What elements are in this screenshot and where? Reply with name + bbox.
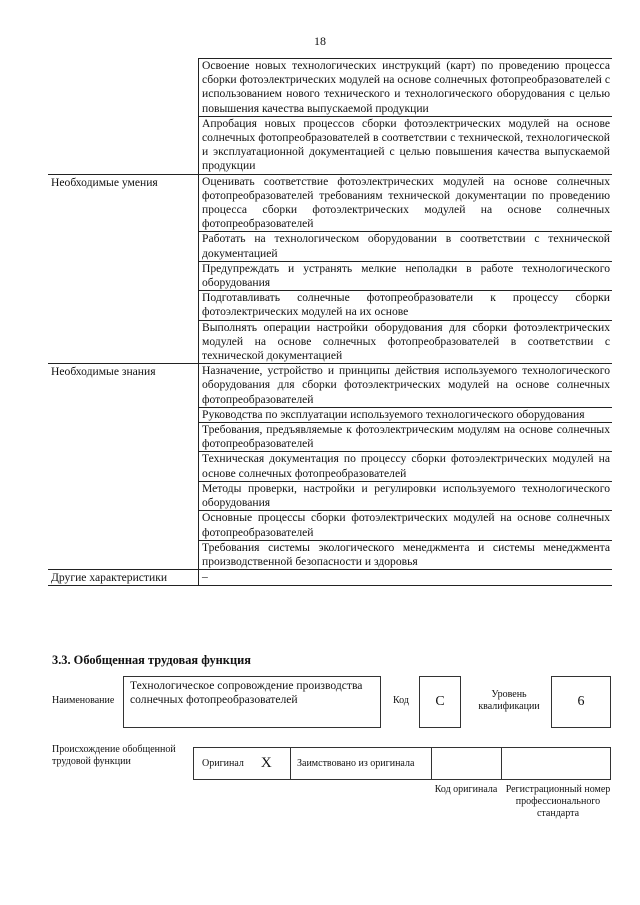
- table-cell: Основные процессы сборки фотоэлектрических модулей на основе солнечных фотопреобразователей: [199, 511, 613, 540]
- table-row: [48, 116, 612, 174]
- original-label: Оригинал: [202, 758, 244, 769]
- section-title: 3.3. Обобщенная трудовая функция: [52, 653, 251, 667]
- borrowed-cell: [291, 748, 432, 779]
- table-cell: Выполнять операции настройки оборудования для сборки фотоэлектрических модулей на основе солнечных фотопреобразователей в соответствии с технической документацией: [199, 320, 613, 364]
- borrowed-label: Заимствовано из оригинала: [297, 758, 415, 769]
- original-code-caption: Код оригинала: [434, 784, 498, 795]
- registration-number-caption: Регистрационный номер профессионального стандарта: [505, 784, 611, 819]
- other-value: –: [199, 570, 613, 586]
- function-name-box: Технологическое сопровождение производства солнечных фотопреобразователей: [123, 676, 381, 728]
- level-label: Уровень квалификации: [478, 689, 540, 712]
- table-cell: Техническая документация по процессу сборки фотоэлектрических модулей на основе солнечных фотопреобразователей: [199, 452, 613, 481]
- original-mark: X: [260, 755, 272, 771]
- table-cell: Подготавливать солнечные фотопреобразователи к процессу сборки фотоэлектрических модулей на их основе: [199, 291, 613, 320]
- table-cell: Предупреждать и устранять мелкие неполадки в работе технологического оборудования: [199, 261, 613, 290]
- knowledge-label: Необходимые знания: [48, 364, 199, 570]
- table-cell: Требования, предъявляемые к фотоэлектрическим модулям на основе солнечных фотопреобразователей: [199, 423, 613, 452]
- skills-label: Необходимые умения: [48, 174, 199, 364]
- table-cell: Назначение, устройство и принципы действия используемого технологического оборудования для сборки фотоэлектрических модулей на основе солнечных фотопреобразователей: [199, 364, 613, 408]
- original-code-cell: [432, 748, 502, 779]
- table-cell: Методы проверки, настройки и регулировки используемого технологического оборудования: [199, 481, 613, 510]
- name-label: Наименование: [52, 695, 115, 706]
- other-label: Другие характеристики: [48, 570, 199, 586]
- table-row: [48, 59, 612, 117]
- table-cell: Работать на технологическом оборудовании в соответствии с технической документацией: [199, 232, 613, 261]
- origin-label: Происхождение обобщенной трудовой функции: [52, 744, 176, 767]
- competency-table: [48, 58, 612, 586]
- table-cell: Оценивать соответствие фотоэлектрических модулей на основе солнечных фотопреобразователей требованиям технической документации по проведению процесса сборки фотоэлектрических модулей на основе солнечных фотопреобразователей: [199, 174, 613, 232]
- qualification-level-box: 6: [551, 676, 611, 728]
- table-cell: Требования системы экологического менеджмента и системы менеджмента производственной безопасности и здоровья: [199, 540, 613, 569]
- registration-number-cell: [502, 748, 610, 779]
- code-label: Код: [393, 695, 409, 706]
- page-number: 18: [314, 34, 326, 48]
- table-row: [48, 570, 612, 586]
- origin-table: [193, 747, 611, 780]
- original-cell: [194, 748, 291, 779]
- table-cell: Апробация новых процессов сборки фотоэлектрических модулей на основе солнечных фотопреобразователей в соответствии с технической, технологической и эксплуатационной документацией с целью повышения качества выпускаемой продукции: [199, 116, 613, 174]
- function-code-box: C: [419, 676, 461, 728]
- table-row: [48, 174, 612, 232]
- table-row: [48, 364, 612, 408]
- table-cell: Освоение новых технологических инструкций (карт) по проведению процесса сборки фотоэлектрических модулей на основе солнечных фотопреобразователей с использованием нового технического и технологического оборудования с целью повышения качества выпускаемой продукции: [199, 59, 613, 117]
- table-cell: Руководства по эксплуатации используемого технологического оборудования: [199, 407, 613, 422]
